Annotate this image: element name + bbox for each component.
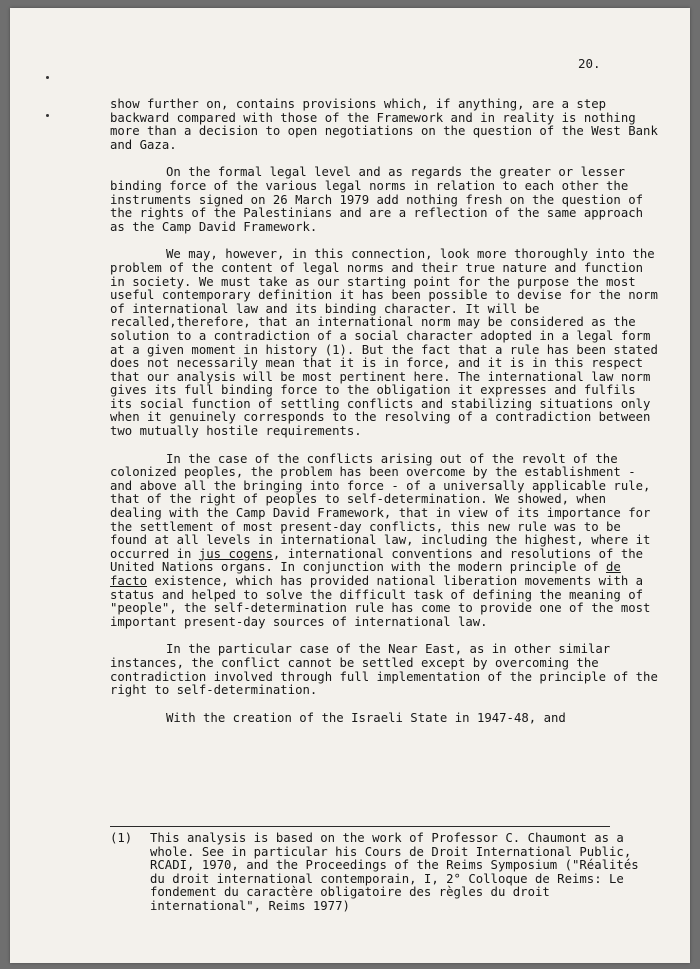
paragraph-5: In the particular case of the Near East, as in other similar instances, the conflict cannot be settled except by overcoming the contradiction involved through full implementation of the principle of the right to self-determination. [110,642,658,698]
punch-hole-dot [46,76,49,79]
de-facto-term: de facto [110,560,621,588]
footnote-marker: (1) [110,831,133,845]
paragraph-2: On the formal legal level and as regards the greater or lesser binding force of the various legal norms in relation to each other the instruments signed on 26 March 1979 add nothing fresh on the question of the rights of the Palestinians and are a reflection of the same approach as the Camp David Framework. [110,165,644,234]
body-text [110,98,658,725]
paragraph-1: show further on, contains provisions which, if anything, are a step backward compared with those of the Framework and in reality is nothing more than a decision to open negotiations on the question of the West Bank and Gaza. [110,97,658,152]
footnote-text: This analysis is based on the work of Professor C. Chaumont as a whole. See in particular his Cours de Droit International Public, RCADI, 1970, and the Proceedings of the Reims Symposium ("Réalités du droit international contemporain, I, 2° Colloque de Reims: Le fondement du caractère obligatoire des règles du droit international", Reims 1977) [150,831,639,913]
paragraph-3: We may, however, in this connection, look more thoroughly into the problem of the content of legal norms and their true nature and function in society. We must take as our starting point for the purpose the most useful contemporary definition it has been possible to devise for the norm of international law and its binding character. It will be recalled,therefore, that an international norm may be considered as the solution to a contradiction of a social character adopted in a legal form at a given moment in history (1). But the fact that a rule has been stated does not necessarily mean that it is in force, and it is in this respect that our analysis will be most pertinent here. The international law norm gives its full binding force to the obligation it expresses and fulfils its social function of settling conflicts and stabilizing situations only when it genuinely corresponds to the resolving of a contradiction between two mutually hostile requirements. [110,247,658,439]
paragraph-6: With the creation of the Israeli State in 1947-48, and [166,710,566,725]
paragraph-4-part-1: In the case of the conflicts arising out of the revolt of the colonized peoples, the problem has been overcome by the establishment - and above all the bringing into force - of a universally applicable rule, that of the right of peoples to self-determination. We showed, when dealing with the Camp David Framework, that in view of its importance for the settlement of most present-day conflicts, this new rule was to be found at all levels in international law, including the highest, where it occurred in [110,451,651,561]
footnote [110,832,658,914]
punch-hole-dot [46,114,49,117]
paragraph-4-part-2: , international conventions and resolutions of the United Nations organs. In conjunction with the modern principle of [110,546,644,575]
paragraph-4-part-3: existence, which has provided national liberation movements with a status and helped to solve the difficult task of defining the meaning of "people", the self-determination rule has come to provide one of the most important present-day sources of international law. [110,574,651,629]
footnote-divider [110,826,610,827]
page-number: 20. [578,56,601,71]
paragraph-4 [110,453,658,630]
jus-cogens-term: jus cogens [198,546,273,561]
